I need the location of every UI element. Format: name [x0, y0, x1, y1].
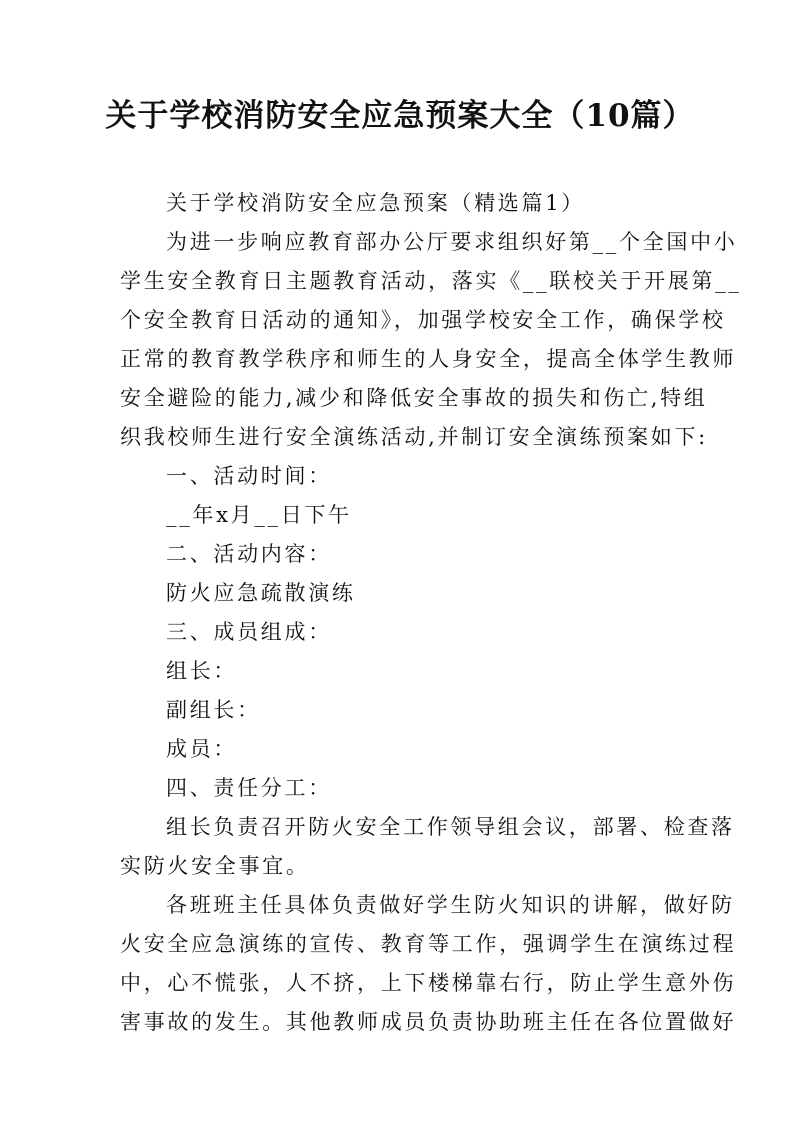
paragraph-line: 个安全教育日活动的通知》，加强学校安全工作，确保学校 [120, 308, 726, 332]
list-item: 副组长： [166, 698, 261, 722]
paragraph-line: 安全避险的能力,减少和降低安全事故的损失和伤亡,特组 [120, 386, 708, 410]
paragraph-line: 织我校师生进行安全演练活动,并制订安全演练预案如下: [120, 425, 708, 449]
paragraph-line: 正常的教育教学秩序和师生的人身安全，提高全体学生教师 [120, 347, 737, 371]
paragraph-line: 各班班主任具体负责做好学生防火知识的讲解，做好防 [166, 893, 735, 917]
list-heading: 一、活动时间： [166, 464, 332, 488]
list-heading: 二、活动内容： [166, 542, 332, 566]
list-item: 防火应急疏散演练 [166, 581, 356, 605]
list-item: 成员： [166, 737, 238, 761]
paragraph-line: 组长负责召开防火安全工作领导组会议，部署、检查落 [166, 815, 735, 839]
list-heading: 三、成员组成： [166, 620, 332, 644]
list-item: 组长： [166, 659, 238, 683]
paragraph-line: 害事故的发生。其他教师成员负责协助班主任在各位置做好 [120, 1010, 737, 1034]
section-heading: 关于学校消防安全应急预案（精选篇1） [166, 191, 585, 215]
list-item: __年x月__日下午 [166, 503, 352, 527]
paragraph-line: 学生安全教育日主题教育活动，落实《__联校关于开展第__ [120, 269, 742, 293]
paragraph-line: 实防火安全事宜。 [120, 854, 310, 878]
paragraph-line: 中，心不慌张，人不挤，上下楼梯靠右行，防止学生意外伤 [120, 971, 737, 995]
paragraph-line: 火安全应急演练的宣传、教育等工作，强调学生在演练过程 [120, 932, 737, 956]
document-title: 关于学校消防安全应急预案大全（10篇） [105, 98, 695, 134]
document-body [120, 184, 742, 1042]
list-heading: 四、责任分工： [166, 776, 332, 800]
paragraph-line: 为进一步响应教育部办公厅要求组织好第__个全国中小 [166, 230, 738, 254]
